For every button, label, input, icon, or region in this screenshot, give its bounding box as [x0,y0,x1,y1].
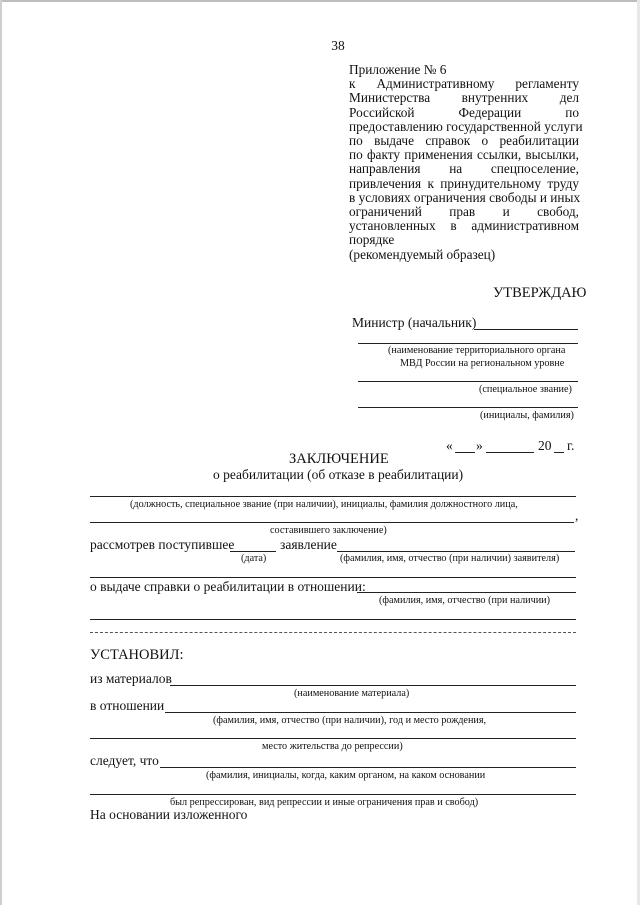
caption-org-1: (наименование территориального органа [388,345,566,356]
from-materials-label: из материалов [90,671,172,686]
appendix-line [349,118,583,134]
official-line-2[interactable] [90,522,574,523]
appendix-word: Российской [349,104,415,120]
appendix-word: факту [366,147,401,163]
residence-line[interactable] [90,738,576,739]
basis-label: На основании изложенного [90,807,248,822]
caption-org-2: МВД России на региональном уровне [400,358,565,369]
application-label: заявление [280,537,337,552]
appendix-line [349,106,579,120]
caption-name: (инициалы, фамилия) [480,410,574,421]
appendix-line [349,248,579,262]
name-line[interactable] [358,407,578,408]
follows-line[interactable] [160,767,576,768]
appendix-word: Приложение № 6 [349,62,447,77]
issue-line-3[interactable] [90,632,576,633]
appendix-line [349,177,579,191]
appendix-word: применения [404,147,473,163]
caption-residence: место жительства до репрессии) [262,741,403,752]
appendix-word: дел [559,90,579,106]
caption-repression-1: (фамилия, инициалы, когда, каким органом, на каком основании [206,770,486,781]
date-year-line[interactable] [554,452,564,453]
caption-repression-2: был репрессирован, вид репрессии и иные ограничения прав и свобод) [170,797,479,808]
appendix-word: спецпоселение, [490,161,579,177]
doc-title: ЗАКЛЮЧЕНИЕ [289,451,389,467]
caption-date: (дата) [241,553,267,564]
doc-subtitle: о реабилитации (об отказе в реабилитации) [213,467,464,482]
appendix-word: Министерства [349,90,431,106]
minister-label: Министр (начальник) [352,315,477,330]
appendix-word: в условиях ограничения свободы и иных [349,189,581,205]
date-day-line[interactable] [455,452,475,453]
follows-label: следует, что [90,753,159,768]
date-received-line[interactable] [230,551,276,552]
appendix-word: труду [547,175,579,191]
appendix-line [349,91,579,105]
established-heading: УСТАНОВИЛ: [90,647,184,663]
comma: , [575,508,579,523]
regarding-line[interactable] [165,712,576,713]
issue-line-2[interactable] [90,619,576,620]
repression-line[interactable] [90,794,576,795]
appendix-word: о [481,133,489,149]
appendix-word: Административному [376,76,495,92]
appendix-word: на [449,161,463,177]
issue-line[interactable] [357,592,576,593]
appendix-word: высылки, [525,147,579,163]
appendix-word: и [502,204,510,220]
appendix-block [349,62,583,262]
rank-line[interactable] [358,381,578,382]
appendix-word: принудительному [440,175,541,191]
applicant-line[interactable] [337,551,575,552]
appendix-line [349,134,579,148]
considered-label: рассмотрев поступившее [90,537,235,552]
appendix-line [349,191,579,205]
appendix-word: регламенту [515,76,579,92]
appendix-word: свобод, [537,204,579,220]
appendix-word: выдаче [374,133,415,149]
caption-official: (должность, специальное звание (при наличии), инициалы, фамилия должностного лица, [130,499,518,510]
appendix-word: внутренних [461,90,529,106]
issue-label: о выдаче справки о реабилитации в отношении: [90,579,366,594]
appendix-word: к [427,175,434,191]
materials-line[interactable] [170,685,576,686]
appendix-word: по [349,147,363,163]
caption-material: (наименование материала) [294,688,410,699]
date-quote-open: « [446,438,453,453]
date-g: г. [567,438,575,453]
appendix-line [349,219,579,233]
date-year: 20 [538,438,552,453]
appendix-word: установленных [349,218,436,234]
appendix-word: (рекомендуемый образец) [349,246,496,262]
appendix-word: ссылки, [476,147,522,163]
appendix-line [349,148,579,162]
applicant-line-2[interactable] [90,577,576,578]
appendix-word: в [450,218,457,234]
appendix-line [349,162,579,176]
appendix-word: по [349,133,363,149]
appendix-word: справок [425,133,471,149]
appendix-word: ограничений [349,204,422,220]
appendix-word: предоставлению государственной услуги [349,118,583,134]
appendix-word: по [565,104,579,120]
page-number: 38 [331,38,345,53]
appendix-line [349,205,579,219]
appendix-word: Федерации [458,104,522,120]
caption-composed: составившего заключение) [270,525,387,536]
appendix-word: привлечения [349,175,422,191]
caption-fio: (фамилия, имя, отчество (при наличии) [379,595,551,606]
appendix-word: направления [349,161,421,177]
approve-title: УТВЕРЖДАЮ [493,285,587,301]
appendix-line [349,63,579,77]
scan-top-edge [0,0,640,2]
appendix-word: административном [471,218,579,234]
regarding-label: в отношении [90,698,165,713]
caption-applicant: (фамилия, имя, отчество (при наличии) заявителя) [340,553,560,564]
appendix-word: порядке [349,232,395,248]
minister-line[interactable] [474,329,578,330]
date-quote-close: » [476,438,483,453]
official-line[interactable] [90,496,576,497]
date-month-line[interactable] [486,452,534,453]
appendix-word: реабилитации [499,133,579,149]
appendix-word: прав [449,204,476,220]
caption-birth: (фамилия, имя, отчество (при наличии), год и место рождения, [213,715,487,726]
appendix-word: к [349,76,356,92]
org-line[interactable] [358,343,578,344]
caption-rank: (специальное звание) [479,384,572,395]
appendix-line [349,77,579,91]
appendix-line [349,233,579,247]
scan-left-edge [0,0,2,905]
